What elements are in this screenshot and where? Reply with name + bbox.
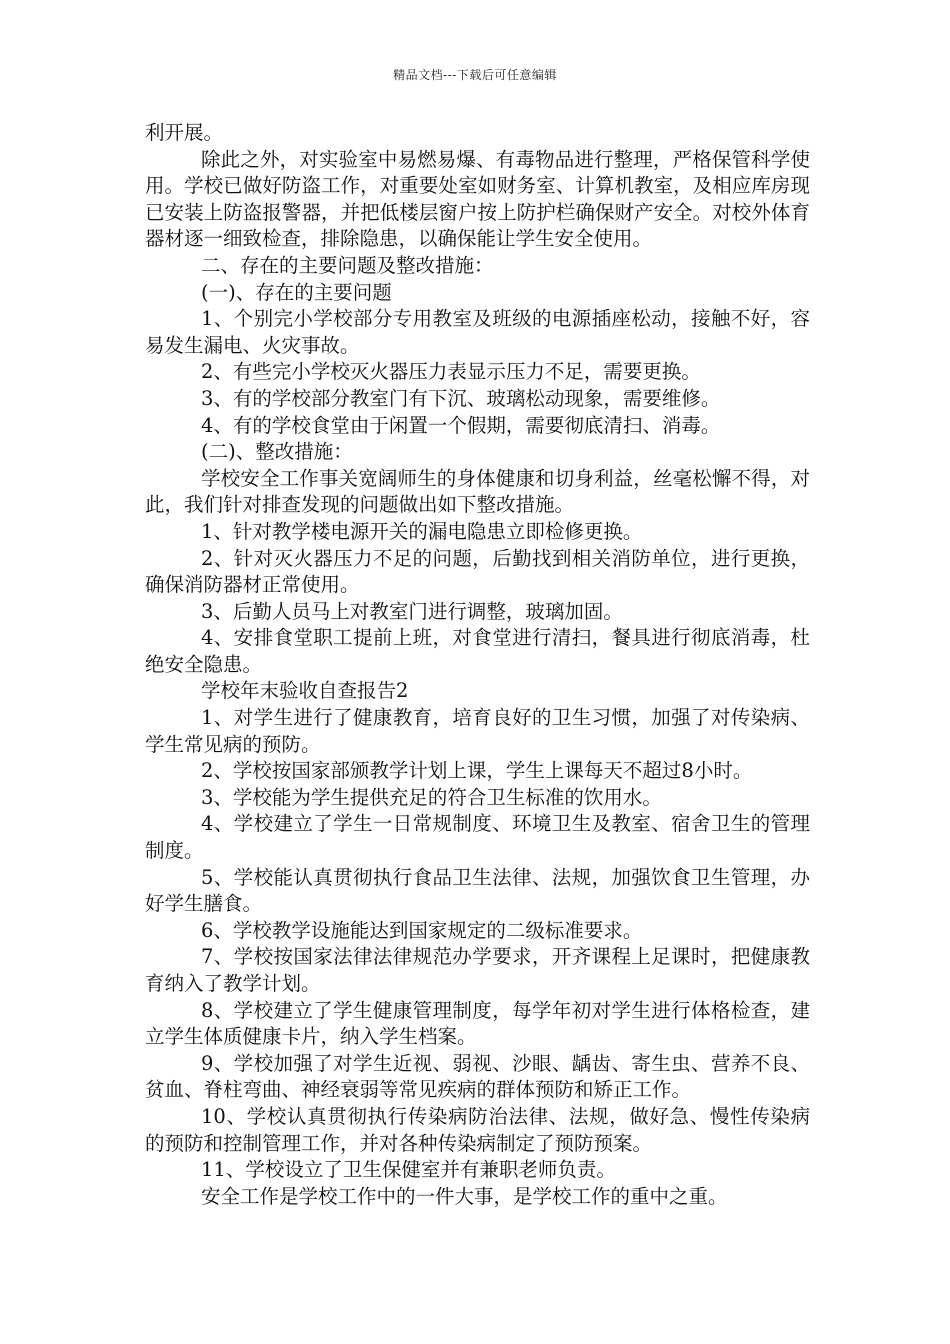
paragraph: 2、针对灭火器压力不足的问题，后勤找到相关消防单位，进行更换，确保消防器材正常使用。 xyxy=(145,546,810,597)
paragraph: 8、学校建立了学生健康管理制度，每学年初对学生进行体格检查，建立学生体质健康卡片，纳入学生档案。 xyxy=(145,998,810,1049)
paragraph: 学校安全工作事关宽阔师生的身体健康和切身利益，丝毫松懈不得，对此，我们针对排查发现的问题做出如下整改措施。 xyxy=(145,466,810,517)
paragraph: 学校年末验收自查报告2 xyxy=(201,679,409,703)
paragraph: 10、学校认真贯彻执行传染病防治法律、法规，做好急、慢性传染病的预防和控制管理工作，并对各种传染病制定了预防预案。 xyxy=(145,1104,810,1155)
paragraph: 利开展。 xyxy=(145,121,224,144)
paragraph: 2、有些完小学校灭火器压力表显示压力不足，需要更换。 xyxy=(201,360,701,384)
paragraph: 除此之外，对实验室中易燃易爆、有毒物品进行整理，严格保管科学使用。学校已做好防盗工作，对重要处室如财务室、计算机教室，及相应库房现已安装上防盗报警器，并把低楼层窗户按上防护栏确保财产安全。对校外体育器材逐一细致检查，排除隐患，以确保能让学生安全使用。 xyxy=(145,147,810,251)
paragraph: 5、学校能认真贯彻执行食品卫生法律、法规，加强饮食卫生管理，办好学生膳食。 xyxy=(145,865,810,916)
paragraph: 1、个别完小学校部分专用教室及班级的电源插座松动，接触不好，容易发生漏电、火灾事故。 xyxy=(145,307,810,357)
paragraph: 7、学校按国家法律法律规范办学要求，开齐课程上足课时，把健康教育纳入了教学计划。 xyxy=(145,945,810,995)
paragraph: 二、存在的主要问题及整改措施： xyxy=(201,253,494,277)
page-header: 精品文档---下载后可任意编辑 xyxy=(393,68,557,82)
paragraph: 2、学校按国家部颁教学计划上课，学生上课每天不超过8小时。 xyxy=(201,759,753,783)
paragraph: 1、针对教学楼电源开关的漏电隐患立即检修更换。 xyxy=(201,519,643,543)
paragraph: 安全工作是学校工作中的一件大事，是学校工作的重中之重。 xyxy=(201,1184,728,1208)
paragraph: 4、学校建立了学生一日常规制度、环境卫生及教室、宿舍卫生的管理制度。 xyxy=(145,812,810,863)
paragraph: 3、后勤人员马上对教室门进行调整，玻璃加固。 xyxy=(201,599,623,623)
paragraph: 4、有的学校食堂由于闲置一个假期，需要彻底清扫、消毒。 xyxy=(201,413,721,437)
paragraph: 11、学校设立了卫生保健室并有兼职老师负责。 xyxy=(201,1158,616,1182)
paragraph: (二)、整改措施： xyxy=(201,440,353,464)
paragraph: 1、对学生进行了健康教育，培育良好的卫生习惯，加强了对传染病、学生常见病的预防。 xyxy=(145,706,810,756)
paragraph: (一)、存在的主要问题 xyxy=(201,280,392,304)
paragraph: 3、学校能为学生提供充足的符合卫生标准的饮用水。 xyxy=(201,785,662,809)
paragraph: 6、学校教学设施能达到国家规定的二级标准要求。 xyxy=(201,918,643,942)
document-body xyxy=(145,120,810,1210)
paragraph: 9、学校加强了对学生近视、弱视、沙眼、龋齿、寄生虫、营养不良、贫血、脊柱弯曲、神经衰弱等常见疾病的群体预防和矫正工作。 xyxy=(145,1051,810,1102)
paragraph: 3、有的学校部分教室门有下沉、玻璃松动现象，需要维修。 xyxy=(201,386,721,410)
paragraph: 4、安排食堂职工提前上班，对食堂进行清扫，餐具进行彻底消毒，杜绝安全隐患。 xyxy=(145,626,810,676)
